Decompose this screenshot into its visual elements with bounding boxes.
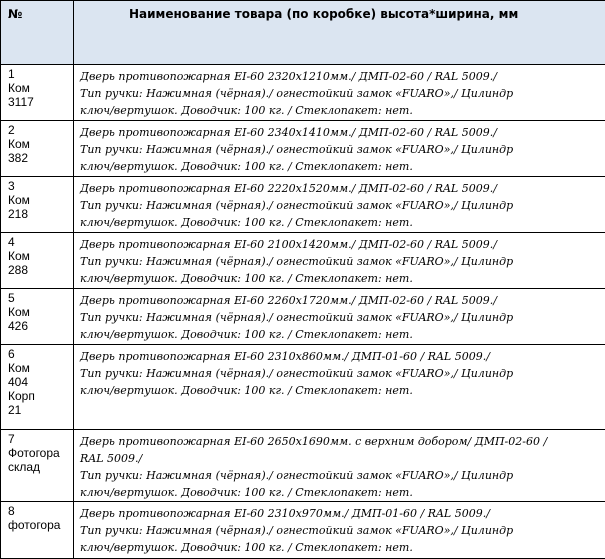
description-line: Тип ручки: Нажимная (чёрная)./ огнестойкий замок «FUARO»,/ Цилиндр bbox=[80, 522, 605, 539]
description-line: ключ/вертушок. Доводчик: 100 кг. / Стеклопакет: нет. bbox=[80, 326, 605, 343]
row-number-line: 8 bbox=[8, 504, 73, 518]
product-description-cell bbox=[74, 177, 605, 233]
row-number-cell bbox=[1, 289, 74, 345]
description-line: ключ/вертушок. Доводчик: 100 кг. / Стеклопакет: нет. bbox=[80, 539, 605, 556]
product-description-cell bbox=[74, 289, 605, 345]
description-line: Тип ручки: Нажимная (чёрная)./ огнестойкий замок «FUARO»,/ Цилиндр bbox=[80, 197, 605, 214]
row-number-line: 7 bbox=[8, 432, 73, 446]
row-number-line: Ком bbox=[8, 305, 73, 319]
row-number-cell bbox=[1, 345, 74, 430]
row-number-cell bbox=[1, 430, 74, 502]
description-line: ключ/вертушок. Доводчик: 100 кг. / Стеклопакет: нет. bbox=[80, 382, 605, 399]
row-number-line: Ком bbox=[8, 137, 73, 151]
row-number-line: Ком bbox=[8, 249, 73, 263]
table-row bbox=[1, 345, 605, 430]
description-line: Дверь противопожарная EI-60 2310х970мм./ ДМП-01-60 / RAL 5009./ bbox=[80, 505, 605, 522]
product-description-cell bbox=[74, 65, 605, 121]
description-line: Дверь противопожарная EI-60 2320х1210мм./ ДМП-02-60 / RAL 5009./ bbox=[80, 68, 605, 85]
description-line: ключ/вертушок. Доводчик: 100 кг. / Стеклопакет: нет. bbox=[80, 158, 605, 175]
row-number-line: 2 bbox=[8, 123, 73, 137]
description-line: Тип ручки: Нажимная (чёрная)./ огнестойкий замок «FUARO»,/ Цилиндр bbox=[80, 141, 605, 158]
description-line: ключ/вертушок. Доводчик: 100 кг. / Стеклопакет: нет. bbox=[80, 270, 605, 287]
row-number-line: 382 bbox=[8, 151, 73, 165]
row-number-line: склад bbox=[8, 460, 73, 474]
description-line: Дверь противопожарная EI-60 2260х1720мм./ ДМП-02-60 / RAL 5009./ bbox=[80, 292, 605, 309]
row-number-cell bbox=[1, 177, 74, 233]
description-line: Тип ручки: Нажимная (чёрная)./ огнестойкий замок «FUARO»,/ Цилиндр bbox=[80, 85, 605, 102]
row-number-line: Фотогора bbox=[8, 446, 73, 460]
row-number-line: Корп bbox=[8, 389, 73, 403]
row-number-line: 21 bbox=[8, 403, 73, 417]
description-line: Дверь противопожарная EI-60 2100х1420мм./ ДМП-02-60 / RAL 5009./ bbox=[80, 236, 605, 253]
row-number-cell bbox=[1, 65, 74, 121]
row-number-line: 404 bbox=[8, 375, 73, 389]
description-line: Тип ручки: Нажимная (чёрная)./ огнестойкий замок «FUARO»,/ Цилиндр bbox=[80, 309, 605, 326]
row-number-line: 6 bbox=[8, 347, 73, 361]
row-number-line: фотогора bbox=[8, 518, 73, 532]
description-line: Дверь противопожарная EI-60 2310х860мм./ ДМП-01-60 / RAL 5009./ bbox=[80, 348, 605, 365]
product-description-cell bbox=[74, 233, 605, 289]
table-row bbox=[1, 502, 605, 559]
description-line: ключ/вертушок. Доводчик: 100 кг. / Стеклопакет: нет. bbox=[80, 484, 605, 501]
table-row bbox=[1, 121, 605, 177]
row-number-line: 5 bbox=[8, 291, 73, 305]
table-row bbox=[1, 65, 605, 121]
row-number-cell bbox=[1, 233, 74, 289]
row-number-line: 1 bbox=[8, 67, 73, 81]
table-row bbox=[1, 289, 605, 345]
product-description-cell bbox=[74, 345, 605, 430]
description-line: Тип ручки: Нажимная (чёрная)./ огнестойкий замок «FUARO»,/ Цилиндр bbox=[80, 365, 605, 382]
row-number-line: 288 bbox=[8, 263, 73, 277]
row-number-line: 426 bbox=[8, 319, 73, 333]
description-line: Тип ручки: Нажимная (чёрная)./ огнестойкий замок «FUARO»,/ Цилиндр bbox=[80, 253, 605, 270]
description-line: ключ/вертушок. Доводчик: 100 кг. / Стеклопакет: нет. bbox=[80, 214, 605, 231]
header-number: № bbox=[1, 1, 74, 65]
product-description-cell bbox=[74, 430, 605, 502]
row-number-line: Ком bbox=[8, 193, 73, 207]
row-number-line: 4 bbox=[8, 235, 73, 249]
description-line: ключ/вертушок. Доводчик: 100 кг. / Стеклопакет: нет. bbox=[80, 102, 605, 119]
row-number-line: 218 bbox=[8, 207, 73, 221]
description-line: RAL 5009./ bbox=[80, 450, 605, 467]
row-number-cell bbox=[1, 502, 74, 559]
row-number-line: Ком bbox=[8, 81, 73, 95]
description-line: Дверь противопожарная EI-60 2340х1410мм./ ДМП-02-60 / RAL 5009./ bbox=[80, 124, 605, 141]
header-product-name: Наименование товара (по коробке) высота*ширина, мм bbox=[74, 1, 605, 65]
row-number-line: Ком bbox=[8, 361, 73, 375]
row-number-cell bbox=[1, 121, 74, 177]
description-line: Тип ручки: Нажимная (чёрная)./ огнестойкий замок «FUARO»,/ Цилиндр bbox=[80, 467, 605, 484]
description-line: Дверь противопожарная EI-60 2650х1690мм. с верхним добором/ ДМП-02-60 / bbox=[80, 433, 605, 450]
table-row bbox=[1, 177, 605, 233]
row-number-line: 3117 bbox=[8, 95, 73, 109]
description-line: Дверь противопожарная EI-60 2220х1520мм./ ДМП-02-60 / RAL 5009./ bbox=[80, 180, 605, 197]
table-row bbox=[1, 430, 605, 502]
product-description-cell bbox=[74, 502, 605, 559]
row-number-line: 3 bbox=[8, 179, 73, 193]
product-description-cell bbox=[74, 121, 605, 177]
header-row bbox=[1, 1, 605, 65]
table-row bbox=[1, 233, 605, 289]
